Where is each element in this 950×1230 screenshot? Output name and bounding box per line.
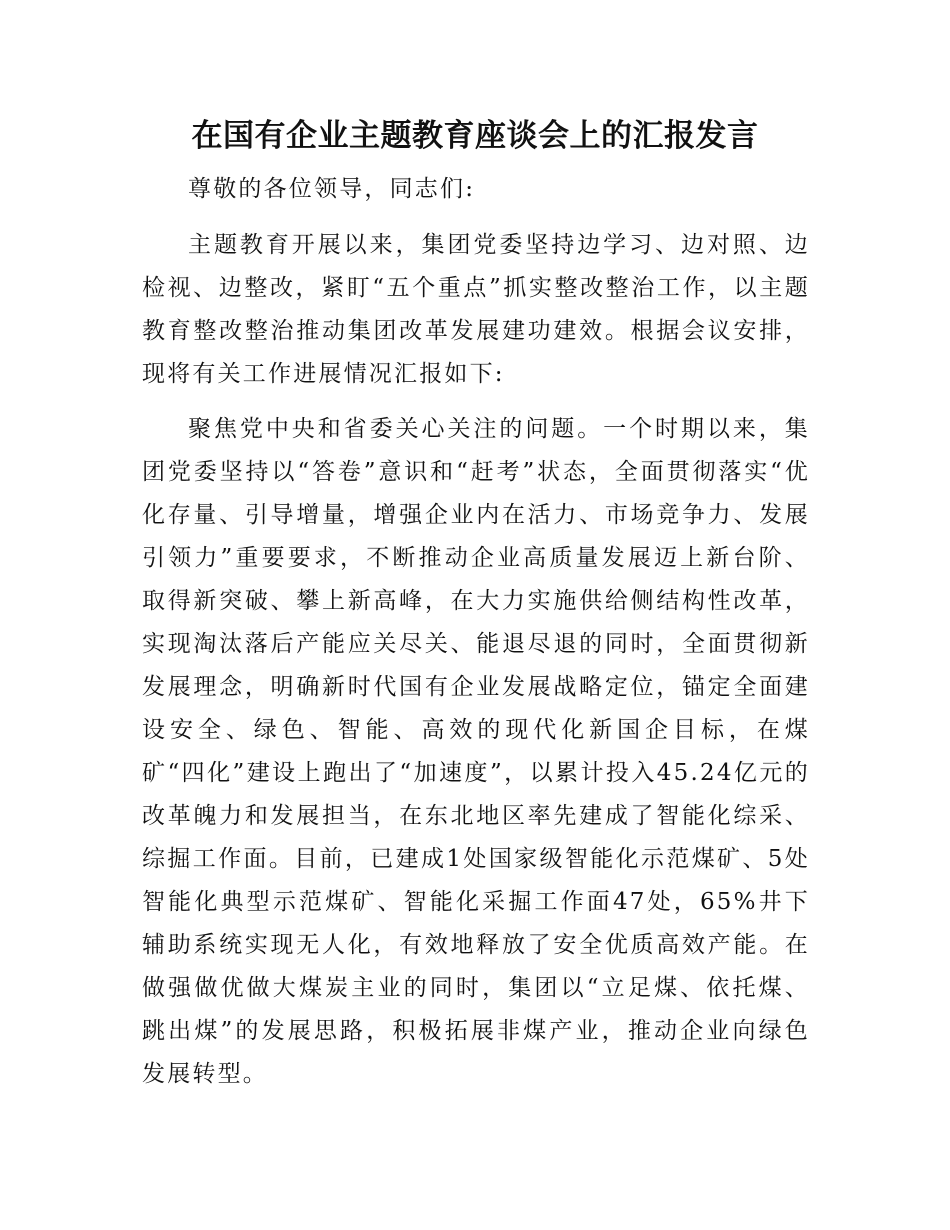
paragraph-intro: 主题教育开展以来，集团党委坚持边学习、边对照、边检视、边整改，紧盯“五个重点”抓实整改整治工作，以主题教育整改整治推动集团改革发展建功建效。根据会议安排，现将有关工作进展情况汇报如下: (142, 232, 810, 387)
paragraph-focus-issues: 聚焦党中央和省委关心关注的问题。一个时期以来，集团党委坚持以“答卷”意识和“赶考”状态，全面贯彻落实“优化存量、引导增量，增强企业内在活力、市场竞争力、发展引领力”重要要求，不断推动企业高质量发展迈上新台阶、取得新突破、攀上新高峰，在大力实施供给侧结构性改革，实现淘汰落后产能应关尽关、能退尽退的同时，全面贯彻新发展理念，明确新时代国有企业发展战略定位，锚定全面建设安全、绿色、智能、高效的现代化新国企目标，在煤矿“四化”建设上跑出了“加速度”，以累计投入45.24亿元的改革魄力和发展担当，在东北地区率先建成了智能化综采、综掘工作面。目前，已建成1处国家级智能化示范煤矿、5处智能化典型示范煤矿、智能化采掘工作面47处，65%井下辅助系统实现无人化，有效地释放了安全优质高效产能。在做强做优做大煤炭主业的同时，集团以“立足煤、依托煤、跳出煤”的发展思路，积极拓展非煤产业，推动企业向绿色发展转型。 (142, 416, 810, 1087)
document-title: 在国有企业主题教育座谈会上的汇报发言 (191, 118, 759, 154)
salutation: 尊敬的各位领导，同志们: (188, 176, 476, 202)
